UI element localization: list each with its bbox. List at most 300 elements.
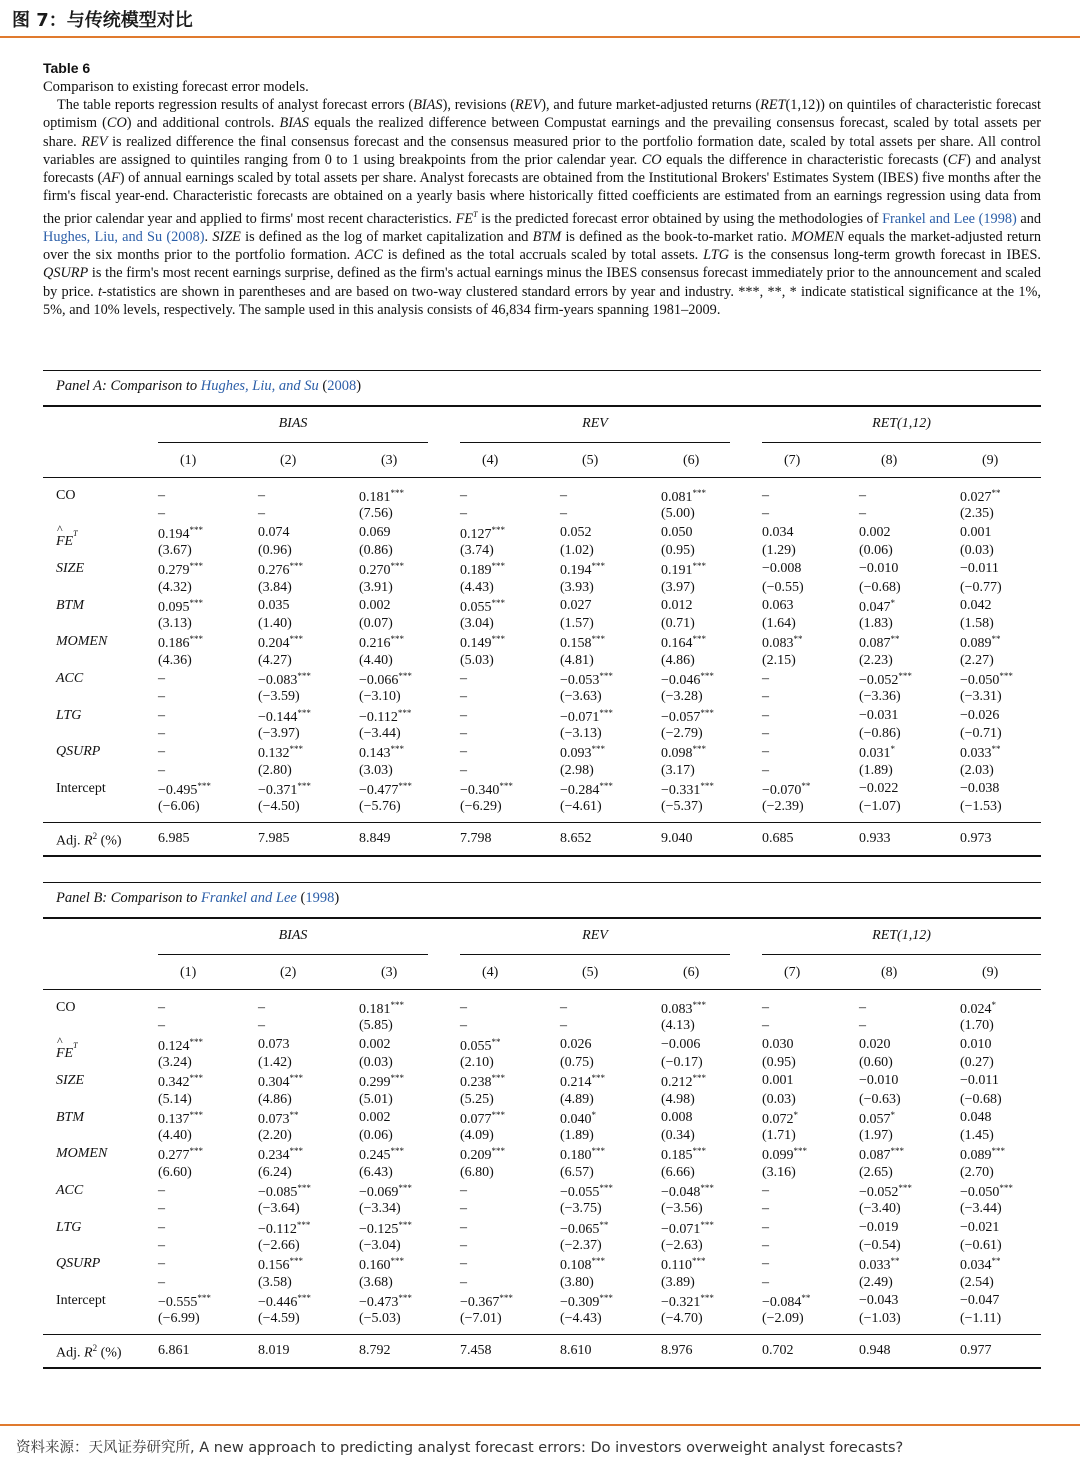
t-stat-cell: (4.86) — [258, 1091, 292, 1107]
t-stat-cell: (−2.09) — [762, 1311, 804, 1327]
column-number: (6) — [683, 453, 700, 468]
t-stat-cell: (6.43) — [359, 1164, 393, 1180]
t-stat-cell: (2.20) — [258, 1128, 292, 1144]
coefficient-cell: −0.083*** — [258, 671, 311, 688]
t-stat-cell: (−3.04) — [359, 1237, 401, 1253]
t-stat-cell: (1.97) — [859, 1128, 893, 1144]
coefficient-cell: – — [762, 1256, 769, 1272]
adj-r2-cell: 0.933 — [859, 831, 891, 847]
coefficient-cell: 0.083** — [762, 634, 803, 652]
coefficient-cell: – — [460, 671, 467, 686]
coefficient-cell: – — [560, 488, 567, 503]
coefficient-cell: 0.189*** — [460, 561, 505, 579]
t-stat-cell: (−3.56) — [661, 1201, 703, 1217]
coefficient-cell: −0.010 — [859, 1073, 899, 1089]
row-label-size: SIZE — [56, 1073, 84, 1089]
t-stat-cell: (−3.59) — [258, 689, 300, 705]
coefficient-cell: 0.216*** — [359, 634, 404, 652]
coefficient-cell: 0.304*** — [258, 1073, 303, 1091]
t-stat-cell: (2.54) — [960, 1274, 994, 1290]
t-stat-cell: – — [762, 725, 769, 741]
t-stat-cell: (−3.40) — [859, 1201, 901, 1217]
coefficient-cell: −0.446*** — [258, 1292, 311, 1310]
coefficient-cell: −0.047 — [960, 1292, 1000, 1308]
coefficient-cell: 0.052 — [560, 524, 592, 540]
t-stat-cell: (5.00) — [661, 506, 695, 522]
row-label-intercept: Intercept — [56, 780, 106, 796]
coefficient-cell: 0.098*** — [661, 744, 706, 762]
coefficient-cell: −0.053*** — [560, 671, 613, 688]
coefficient-cell: 0.238*** — [460, 1073, 505, 1091]
t-stat-cell: (3.04) — [460, 616, 494, 632]
panel-title: Panel A: Comparison to Hughes, Liu, and Su (2008) — [56, 378, 362, 394]
t-stat-cell: – — [460, 506, 467, 522]
t-stat-cell: (3.24) — [158, 1054, 192, 1070]
column-number: (7) — [784, 453, 801, 468]
group-header: RET(1,12) — [872, 416, 931, 431]
t-stat-cell: (0.75) — [560, 1054, 594, 1070]
t-stat-cell: (1.83) — [859, 616, 893, 632]
t-stat-cell: (6.80) — [460, 1164, 494, 1180]
coefficient-cell: −0.006 — [661, 1036, 701, 1052]
coefficient-cell: – — [158, 671, 165, 686]
adj-r2-cell: 7.798 — [460, 831, 492, 847]
adj-r2-cell: 6.985 — [158, 831, 190, 847]
source-note: 资料来源：天风证券研究所, A new approach to predicting analyst forecast errors: Do investors overweight analyst forecasts? — [16, 1440, 904, 1456]
coefficient-cell: −0.555*** — [158, 1292, 211, 1310]
column-number: (1) — [180, 453, 197, 468]
t-stat-cell: – — [859, 506, 866, 522]
adj-r2-cell: 0.973 — [960, 831, 992, 847]
column-number: (8) — [881, 965, 898, 980]
t-stat-cell: (−3.64) — [258, 1201, 300, 1217]
coefficient-cell: – — [762, 744, 769, 760]
adj-r2-cell: 0.702 — [762, 1343, 794, 1359]
panel-header-rule — [43, 917, 1041, 919]
t-stat-cell: (−3.34) — [359, 1201, 401, 1217]
coefficient-cell: – — [158, 488, 165, 503]
coefficient-cell: 0.077*** — [460, 1109, 505, 1127]
coefficient-cell: 0.073 — [258, 1036, 290, 1052]
t-stat-cell: (−5.03) — [359, 1311, 401, 1327]
row-label-btm: BTM — [56, 1109, 84, 1125]
t-stat-cell: (−3.44) — [960, 1201, 1002, 1217]
coefficient-cell: 0.279*** — [158, 561, 203, 579]
t-stat-cell: (1.42) — [258, 1054, 292, 1070]
t-stat-cell: – — [762, 1274, 769, 1290]
t-stat-cell: (−0.71) — [960, 725, 1002, 741]
coefficient-cell: – — [762, 488, 769, 503]
t-stat-cell: (−1.03) — [859, 1311, 901, 1327]
t-stat-cell: (−2.79) — [661, 725, 703, 741]
coefficient-cell: 0.191*** — [661, 561, 706, 579]
adj-r2-cell: 7.985 — [258, 831, 290, 847]
t-stat-cell: (5.25) — [460, 1091, 494, 1107]
t-stat-cell: (6.60) — [158, 1164, 192, 1180]
t-stat-cell: (2.23) — [859, 652, 893, 668]
t-stat-cell: (3.67) — [158, 542, 192, 558]
column-number: (5) — [582, 965, 599, 980]
coefficient-cell: −0.125*** — [359, 1219, 412, 1237]
t-stat-cell: (2.27) — [960, 652, 994, 668]
bottom-rule — [0, 1424, 1080, 1426]
coefficient-cell: 0.002 — [859, 524, 891, 540]
row-label-ltg: LTG — [56, 707, 82, 723]
coefficient-cell: 0.110*** — [661, 1256, 706, 1274]
coefficient-cell: 0.002 — [359, 1036, 391, 1052]
t-stat-cell: (3.93) — [560, 579, 594, 595]
coefficient-cell: – — [460, 1183, 467, 1198]
coefficient-cell: −0.021 — [960, 1219, 1000, 1235]
coefficient-cell: −0.052*** — [859, 671, 912, 688]
t-stat-cell: (4.27) — [258, 652, 292, 668]
group-underline — [158, 954, 428, 955]
column-number: (1) — [180, 965, 197, 980]
adj-r2-cell: 0.977 — [960, 1343, 992, 1359]
adj-r2-rule — [43, 1334, 1041, 1335]
t-stat-cell: (−4.70) — [661, 1311, 703, 1327]
coefficient-cell: −0.070** — [762, 780, 811, 798]
group-header: REV — [582, 416, 608, 431]
t-stat-cell: – — [560, 506, 567, 522]
t-stat-cell: (−0.54) — [859, 1237, 901, 1253]
coefficient-cell: 0.164*** — [661, 634, 706, 652]
coefficient-cell: 0.342*** — [158, 1073, 203, 1091]
coefficient-cell: 0.055** — [460, 1036, 501, 1054]
coefficient-cell: 0.012 — [661, 597, 693, 613]
t-stat-cell: – — [560, 1018, 567, 1034]
adj-r2-cell: 7.458 — [460, 1343, 492, 1359]
t-stat-cell: (3.80) — [560, 1274, 594, 1290]
coefficient-cell: – — [560, 1000, 567, 1015]
t-stat-cell: (−5.76) — [359, 799, 401, 815]
row-label-momen: MOMEN — [56, 1146, 108, 1162]
coefficient-cell: – — [859, 1000, 866, 1015]
coefficient-cell: −0.144*** — [258, 707, 311, 725]
t-stat-cell: (−3.10) — [359, 689, 401, 705]
t-stat-cell: – — [762, 689, 769, 705]
coefficient-cell: 0.194*** — [158, 524, 203, 542]
t-stat-cell: (1.71) — [762, 1128, 796, 1144]
coefficient-cell: – — [258, 488, 265, 503]
row-label-ltg: LTG — [56, 1219, 82, 1235]
t-stat-cell: (−0.68) — [960, 1091, 1002, 1107]
t-stat-cell: (3.68) — [359, 1274, 393, 1290]
coefficient-cell: −0.371*** — [258, 780, 311, 798]
t-stat-cell: (1.89) — [859, 762, 893, 778]
t-stat-cell: (−2.63) — [661, 1237, 703, 1253]
adj-r2-cell: 0.948 — [859, 1343, 891, 1359]
t-stat-cell: (0.86) — [359, 542, 393, 558]
t-stat-cell: (4.89) — [560, 1091, 594, 1107]
coefficient-cell: 0.160*** — [359, 1256, 404, 1274]
coefficient-cell: −0.340*** — [460, 780, 513, 798]
row-label-acc: ACC — [56, 1183, 84, 1198]
coefficient-cell: −0.112*** — [359, 707, 412, 725]
coefficient-cell: 0.204*** — [258, 634, 303, 652]
t-stat-cell: (0.95) — [661, 542, 695, 558]
adj-r2-cell: 9.040 — [661, 831, 693, 847]
coefficient-cell: −0.066*** — [359, 671, 412, 688]
t-stat-cell: (6.66) — [661, 1164, 695, 1180]
t-stat-cell: (0.06) — [859, 542, 893, 558]
t-stat-cell: (5.01) — [359, 1091, 393, 1107]
column-number: (9) — [982, 453, 999, 468]
coefficient-cell: 0.048 — [960, 1109, 992, 1125]
column-number: (3) — [381, 453, 398, 468]
coefficient-cell: 0.212*** — [661, 1073, 706, 1091]
coefficient-cell: 0.050 — [661, 524, 693, 540]
adj-r2-cell: 8.849 — [359, 831, 391, 847]
t-stat-cell: – — [460, 1201, 467, 1217]
coefficient-cell: – — [460, 1256, 467, 1272]
t-stat-cell: – — [460, 1237, 467, 1253]
coefficient-cell: 0.026 — [560, 1036, 592, 1052]
row-label-acc: ACC — [56, 671, 84, 686]
t-stat-cell: (3.03) — [359, 762, 393, 778]
t-stat-cell: (−2.66) — [258, 1237, 300, 1253]
t-stat-cell: (5.03) — [460, 652, 494, 668]
column-number: (2) — [280, 965, 297, 980]
adj-r2-cell: 0.685 — [762, 831, 794, 847]
t-stat-cell: – — [859, 1018, 866, 1034]
panel-title: Panel B: Comparison to Frankel and Lee (1998) — [56, 890, 340, 906]
t-stat-cell: (2.98) — [560, 762, 594, 778]
t-stat-cell: – — [460, 762, 467, 778]
coefficient-cell: – — [460, 488, 467, 503]
t-stat-cell: (0.71) — [661, 616, 695, 632]
t-stat-cell: (5.14) — [158, 1091, 192, 1107]
coefficient-cell: – — [460, 707, 467, 723]
table-subtitle: Comparison to existing forecast error models. — [43, 79, 309, 95]
coefficient-cell: −0.071*** — [560, 707, 613, 725]
group-header: BIAS — [278, 416, 308, 431]
t-stat-cell: (6.57) — [560, 1164, 594, 1180]
t-stat-cell: (−3.28) — [661, 689, 703, 705]
t-stat-cell: (4.36) — [158, 652, 192, 668]
t-stat-cell: (−3.97) — [258, 725, 300, 741]
coefficient-cell: 0.087*** — [859, 1146, 904, 1164]
t-stat-cell: (−3.31) — [960, 689, 1002, 705]
coefficient-cell: 0.099*** — [762, 1146, 807, 1164]
coefficient-cell: 0.186*** — [158, 634, 203, 652]
row-label-qsurp: QSURP — [56, 744, 101, 760]
t-stat-cell: (4.40) — [359, 652, 393, 668]
coefficient-cell: 0.194*** — [560, 561, 605, 579]
t-stat-cell: (4.86) — [661, 652, 695, 668]
t-stat-cell: (0.96) — [258, 542, 292, 558]
coefficient-cell: 0.033** — [960, 744, 1001, 762]
t-stat-cell: – — [158, 506, 165, 522]
adj-r2-cell: 6.861 — [158, 1343, 190, 1359]
column-header-rule — [43, 989, 1041, 990]
coefficient-cell: 0.034** — [960, 1256, 1001, 1274]
group-header: BIAS — [278, 928, 308, 943]
coefficient-cell: −0.019 — [859, 1219, 899, 1235]
column-header-rule — [43, 477, 1041, 478]
t-stat-cell: (3.91) — [359, 579, 393, 595]
coefficient-cell: 0.095*** — [158, 597, 203, 615]
coefficient-cell: 0.158*** — [560, 634, 605, 652]
t-stat-cell: (3.58) — [258, 1274, 292, 1290]
t-stat-cell: (−3.36) — [859, 689, 901, 705]
coefficient-cell: 0.073** — [258, 1109, 299, 1127]
group-underline — [158, 442, 428, 443]
t-stat-cell: (0.95) — [762, 1054, 796, 1070]
t-stat-cell: (−0.86) — [859, 725, 901, 741]
group-underline — [762, 954, 1041, 955]
coefficient-cell: −0.022 — [859, 780, 899, 796]
coefficient-cell: −0.052*** — [859, 1183, 912, 1200]
coefficient-cell: – — [859, 488, 866, 503]
coefficient-cell: 0.035 — [258, 597, 290, 613]
adj-r2-cell: 8.019 — [258, 1343, 290, 1359]
coefficient-cell: – — [158, 1000, 165, 1015]
t-stat-cell: (−4.61) — [560, 799, 602, 815]
coefficient-cell: −0.011 — [960, 561, 999, 577]
coefficient-cell: 0.072* — [762, 1109, 798, 1127]
coefficient-cell: −0.057*** — [661, 707, 714, 725]
coefficient-cell: 0.143*** — [359, 744, 404, 762]
coefficient-cell: 0.055*** — [460, 597, 505, 615]
coefficient-cell: 0.277*** — [158, 1146, 203, 1164]
coefficient-cell: – — [762, 707, 769, 723]
t-stat-cell: (−4.59) — [258, 1311, 300, 1327]
row-label-fe: ^ $FE^T$ — [56, 1033, 78, 1061]
t-stat-cell: (−2.39) — [762, 799, 804, 815]
coefficient-cell: 0.124*** — [158, 1036, 203, 1054]
coefficient-cell: 0.010 — [960, 1036, 992, 1052]
t-stat-cell: (1.89) — [560, 1128, 594, 1144]
t-stat-cell: (−5.37) — [661, 799, 703, 815]
t-stat-cell: (4.43) — [460, 579, 494, 595]
coefficient-cell: – — [762, 671, 769, 686]
adj-r2-cell: 8.652 — [560, 831, 592, 847]
coefficient-cell: −0.050*** — [960, 671, 1013, 688]
coefficient-cell: 0.027** — [960, 488, 1001, 505]
coefficient-cell: 0.057* — [859, 1109, 895, 1127]
coefficient-cell: −0.069*** — [359, 1183, 412, 1200]
coefficient-cell: 0.030 — [762, 1036, 794, 1052]
adj-r2-cell: 8.610 — [560, 1343, 592, 1359]
t-stat-cell: – — [258, 1018, 265, 1034]
t-stat-cell: – — [158, 1018, 165, 1034]
coefficient-cell: 0.149*** — [460, 634, 505, 652]
coefficient-cell: 0.083*** — [661, 1000, 706, 1017]
coefficient-cell: – — [158, 707, 165, 723]
coefficient-cell: −0.046*** — [661, 671, 714, 688]
column-number: (4) — [482, 453, 499, 468]
t-stat-cell: (−3.13) — [560, 725, 602, 741]
coefficient-cell: 0.209*** — [460, 1146, 505, 1164]
t-stat-cell: (2.35) — [960, 506, 994, 522]
t-stat-cell: (−1.11) — [960, 1311, 1002, 1327]
t-stat-cell: (0.07) — [359, 616, 393, 632]
row-label-btm: BTM — [56, 597, 84, 613]
t-stat-cell: – — [460, 1018, 467, 1034]
coefficient-cell: – — [762, 1183, 769, 1198]
t-stat-cell: (3.84) — [258, 579, 292, 595]
t-stat-cell: (−4.43) — [560, 1311, 602, 1327]
t-stat-cell: (0.34) — [661, 1128, 695, 1144]
adj-r2-label: Adj. $R^2$ (%) — [56, 831, 122, 850]
t-stat-cell: (−0.61) — [960, 1237, 1002, 1253]
top-rule — [0, 36, 1080, 38]
coefficient-cell: −0.309*** — [560, 1292, 613, 1310]
coefficient-cell: 0.020 — [859, 1036, 891, 1052]
coefficient-cell: 0.156*** — [258, 1256, 303, 1274]
coefficient-cell: 0.270*** — [359, 561, 404, 579]
coefficient-cell: – — [158, 1256, 165, 1272]
coefficient-cell: −0.038 — [960, 780, 1000, 796]
t-stat-cell: (4.13) — [661, 1018, 695, 1034]
t-stat-cell: (1.29) — [762, 542, 796, 558]
coefficient-cell: 0.132*** — [258, 744, 303, 762]
coefficient-cell: – — [258, 1000, 265, 1015]
coefficient-cell: 0.181*** — [359, 1000, 404, 1017]
t-stat-cell: (−6.06) — [158, 799, 200, 815]
coefficient-cell: 0.137*** — [158, 1109, 203, 1127]
coefficient-cell: 0.001 — [762, 1073, 794, 1089]
coefficient-cell: 0.063 — [762, 597, 794, 613]
coefficient-cell: 0.108*** — [560, 1256, 605, 1274]
coefficient-cell: 0.008 — [661, 1109, 693, 1125]
coefficient-cell: 0.042 — [960, 597, 992, 613]
coefficient-cell: 0.024* — [960, 1000, 996, 1017]
t-stat-cell: (5.85) — [359, 1018, 393, 1034]
coefficient-cell: −0.477*** — [359, 780, 412, 798]
t-stat-cell: (2.10) — [460, 1054, 494, 1070]
t-stat-cell: (−1.53) — [960, 799, 1002, 815]
t-stat-cell: – — [158, 689, 165, 705]
group-underline — [460, 442, 730, 443]
t-stat-cell: – — [460, 725, 467, 741]
t-stat-cell: (3.16) — [762, 1164, 796, 1180]
coefficient-cell: −0.112*** — [258, 1219, 311, 1237]
t-stat-cell: – — [762, 506, 769, 522]
column-number: (9) — [982, 965, 999, 980]
coefficient-cell: 0.181*** — [359, 488, 404, 505]
t-stat-cell: (1.02) — [560, 542, 594, 558]
t-stat-cell: – — [258, 506, 265, 522]
t-stat-cell: – — [762, 1237, 769, 1253]
coefficient-cell: 0.033** — [859, 1256, 900, 1274]
panel-bottom-rule — [43, 855, 1041, 857]
t-stat-cell: – — [460, 689, 467, 705]
coefficient-cell: −0.055*** — [560, 1183, 613, 1200]
row-label-co: CO — [56, 1000, 76, 1015]
coefficient-cell: 0.002 — [359, 1109, 391, 1125]
t-stat-cell: (1.57) — [560, 616, 594, 632]
t-stat-cell: (−0.63) — [859, 1091, 901, 1107]
column-number: (3) — [381, 965, 398, 980]
coefficient-cell: −0.011 — [960, 1073, 999, 1089]
t-stat-cell: (2.03) — [960, 762, 994, 778]
t-stat-cell: (−3.63) — [560, 689, 602, 705]
t-stat-cell: (0.06) — [359, 1128, 393, 1144]
t-stat-cell: (0.27) — [960, 1054, 994, 1070]
t-stat-cell: – — [762, 762, 769, 778]
panel-bottom-rule — [43, 1367, 1041, 1369]
t-stat-cell: (−6.29) — [460, 799, 502, 815]
panel-header-rule — [43, 405, 1041, 407]
adj-r2-label: Adj. $R^2$ (%) — [56, 1343, 122, 1362]
t-stat-cell: (7.56) — [359, 506, 393, 522]
coefficient-cell: – — [460, 1219, 467, 1235]
coefficient-cell: 0.234*** — [258, 1146, 303, 1164]
column-number: (2) — [280, 453, 297, 468]
coefficient-cell: 0.027 — [560, 597, 592, 613]
